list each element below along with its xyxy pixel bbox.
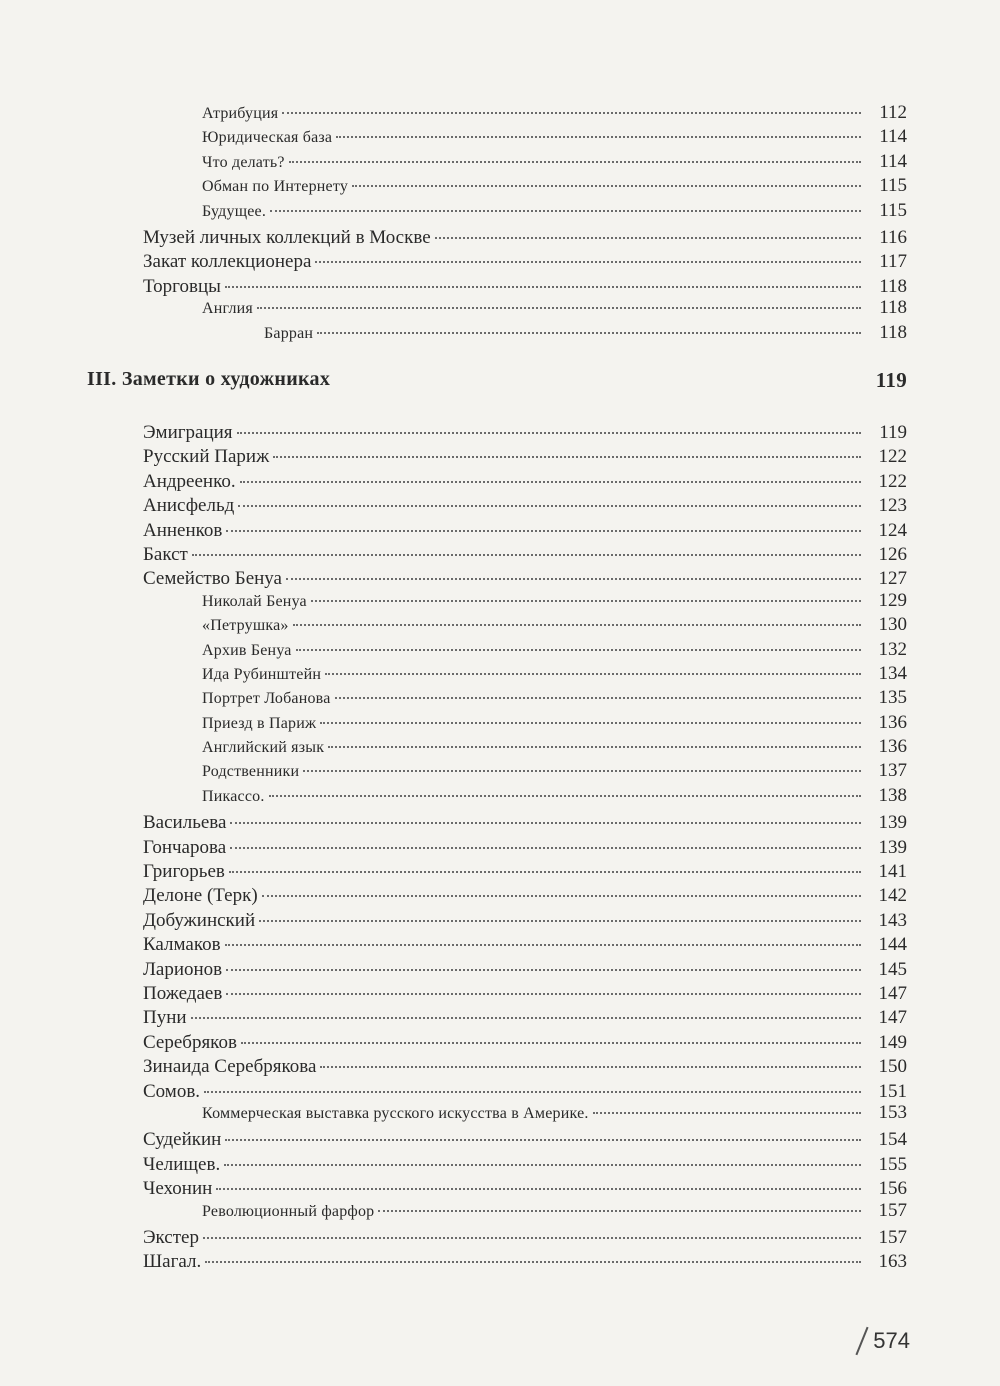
toc-entry [0,320,1000,344]
toc-entry-page: 114 [879,150,907,172]
toc-entry-page: 136 [878,711,907,733]
toc-entry-page: 123 [878,495,907,517]
toc-entry-page: 118 [879,297,907,319]
toc-entry-page: 118 [879,321,907,343]
toc-entry-page: 151 [878,1080,907,1102]
toc-entry-title: Ларионов [143,958,223,980]
toc-entry-title: Николай Бенуа [202,592,307,610]
toc-entry-title: Васильева [143,812,227,834]
toc-entry-title: Анисфельд [143,495,235,517]
toc-entry-page: 155 [878,1153,907,1175]
toc-entry-page: 136 [878,736,907,758]
dot-leader [315,242,861,263]
toc-entry-title: «Петрушка» [202,617,289,635]
toc-entry-page: 135 [878,687,907,709]
toc-entry-page: 134 [878,662,907,684]
dot-leader [296,633,861,651]
toc-entry-title: Ида Рубинштейн [202,665,322,683]
dot-leader [205,1242,861,1263]
toc-entry-page: 154 [878,1129,907,1151]
toc-entry-page: 156 [878,1178,907,1200]
toc-entry-title: Барран [264,324,314,342]
dot-leader [320,1047,861,1068]
toc-entry-title: Будущее. [202,202,267,220]
dot-leader [262,876,861,897]
toc-entry-title: Андреенко. [143,470,236,492]
toc-entry-title: Семейство Бенуа [143,568,282,590]
toc-block-artists [0,417,1000,1271]
toc-entry-title: Родственники [202,763,300,781]
toc-entry-page: 122 [878,470,907,492]
toc-entry-title: Гончарова [143,836,227,858]
dot-leader [237,413,861,434]
toc-entry-page: 142 [878,885,907,907]
toc-entry-page: 144 [878,934,907,956]
toc-entry-title: Эмиграция [143,422,233,443]
dot-leader [192,535,861,556]
dot-leader [241,1023,861,1044]
toc-entry-page: 122 [878,446,907,468]
dot-leader [303,754,861,772]
dot-leader [230,803,861,824]
toc-entry-title: Портрет Лобанова [202,690,331,708]
dot-leader [311,584,861,602]
toc-entry-page: 130 [878,614,907,636]
toc-entry-page: 137 [878,760,907,782]
toc-entry-title: Коммерческая выставка русского искусства в Америке. [202,1104,589,1122]
toc-entry-title: Пуни [143,1007,187,1029]
page-number-value: 574 [873,1328,910,1353]
toc-entry-title: Пикассо. [202,787,265,805]
toc-entry-title: Англия [202,300,253,318]
dot-leader [226,950,861,971]
toc-entry-page: 132 [878,638,907,660]
dot-leader [224,1145,861,1166]
toc-entry-page: 126 [878,543,907,565]
toc-entry-title: Торговцы [143,275,221,297]
dot-leader [335,681,861,699]
dot-leader [435,218,861,239]
toc-entry-title: Делоне (Терк) [143,885,258,907]
toc-entry-page: 112 [879,102,907,123]
dot-leader [282,96,861,114]
toc-entry-page: 124 [878,519,907,541]
page-number [861,1326,910,1356]
toc-entry-title: Чехонин [143,1178,213,1200]
toc-entry-title: Калмаков [143,934,221,956]
toc-entry-title: Анненков [143,519,223,541]
toc-entry-title: Челищев. [143,1153,221,1175]
dot-leader [270,194,861,212]
dot-leader [593,1096,861,1114]
toc-entry-page: 115 [879,199,907,221]
toc-entry-page: 153 [878,1101,907,1123]
dot-leader [336,120,861,138]
dot-leader [226,974,861,995]
toc-entry-title: Революционный фарфор [202,1202,375,1220]
dot-leader [286,559,861,580]
toc-entry-title: Сомов. [143,1080,201,1102]
toc-entry-title: Бакст [143,543,188,565]
toc-block-continued [0,100,1000,344]
toc-entry-title: Английский язык [202,739,325,757]
dot-leader [259,901,861,922]
toc-entry-page: 127 [878,568,907,590]
toc-entry-page: 114 [879,126,907,148]
toc-entry-title: Юридическая база [202,129,333,147]
dot-leader [289,145,861,163]
section-page-number: 119 [875,368,907,392]
dot-leader [293,608,861,626]
dot-leader [320,706,861,724]
dot-leader [225,925,861,946]
toc-entry-page: 145 [878,958,907,980]
toc-entry-title: Добужинский [143,909,256,931]
toc-entry-page: 149 [878,1031,907,1053]
toc-entry-page: 129 [878,589,907,611]
dot-leader [378,1194,861,1212]
toc-entry-page: 157 [878,1226,907,1248]
section-heading [87,368,907,393]
toc-entry-title: Экстер [143,1226,199,1248]
toc-entry-page: 157 [878,1199,907,1221]
toc-entry-page: 115 [879,175,907,197]
dot-leader [191,998,861,1019]
toc-entry-page: 118 [879,275,907,297]
dot-leader [216,1169,861,1190]
toc-entry [0,1246,1000,1273]
dot-leader [325,657,861,675]
section-title: III. Заметки о художниках [87,368,331,390]
toc-entry-title: Судейкин [143,1129,222,1151]
toc-entry-title: Закат коллекционера [143,251,312,273]
toc-entry-page: 139 [878,812,907,834]
toc-entry-page: 116 [879,226,907,248]
slash-mark [856,1327,869,1356]
toc-entry-title: Атрибуция [202,105,279,122]
dot-leader [204,1072,861,1093]
toc-entry-title: Серебряков [143,1031,237,1053]
toc-entry-page: 119 [879,422,907,443]
dot-leader [352,169,861,187]
toc-entry-page: 147 [878,982,907,1004]
toc-entry-page: 163 [878,1251,907,1273]
dot-leader [203,1218,861,1239]
toc-entry-page: 117 [879,251,907,273]
dot-leader [230,828,861,849]
toc-entry-page: 143 [878,909,907,931]
dot-leader [229,852,861,873]
toc-entry-title: Шагал. [143,1251,202,1273]
toc-entry-title: Обман по Интернету [202,178,349,196]
toc-entry-title: Пожедаев [143,982,223,1004]
toc-entry-title: Что делать? [202,153,285,171]
dot-leader [226,511,861,532]
toc-entry-title: Приезд в Париж [202,714,317,732]
dot-leader [328,730,861,748]
dot-leader [238,486,861,507]
toc-entry-page: 141 [878,861,907,883]
dot-leader [257,291,861,309]
dot-leader [240,462,861,483]
toc-entry-page: 150 [878,1056,907,1078]
toc-entry-page: 147 [878,1007,907,1029]
toc-entry-title: Григорьев [143,861,225,883]
toc-entry-title: Зинаида Серебрякова [143,1056,317,1078]
dot-leader [225,1120,861,1141]
toc-entry-page: 138 [878,784,907,806]
toc-entry-title: Русский Париж [143,446,270,468]
toc-entry-title: Музей личных коллекций в Москве [143,226,431,248]
toc-entry-title: Архив Бенуа [202,641,292,659]
dot-leader [273,437,861,458]
dot-leader [225,267,861,288]
dot-leader [317,316,861,334]
toc-entry-page: 139 [878,836,907,858]
dot-leader [269,779,861,797]
